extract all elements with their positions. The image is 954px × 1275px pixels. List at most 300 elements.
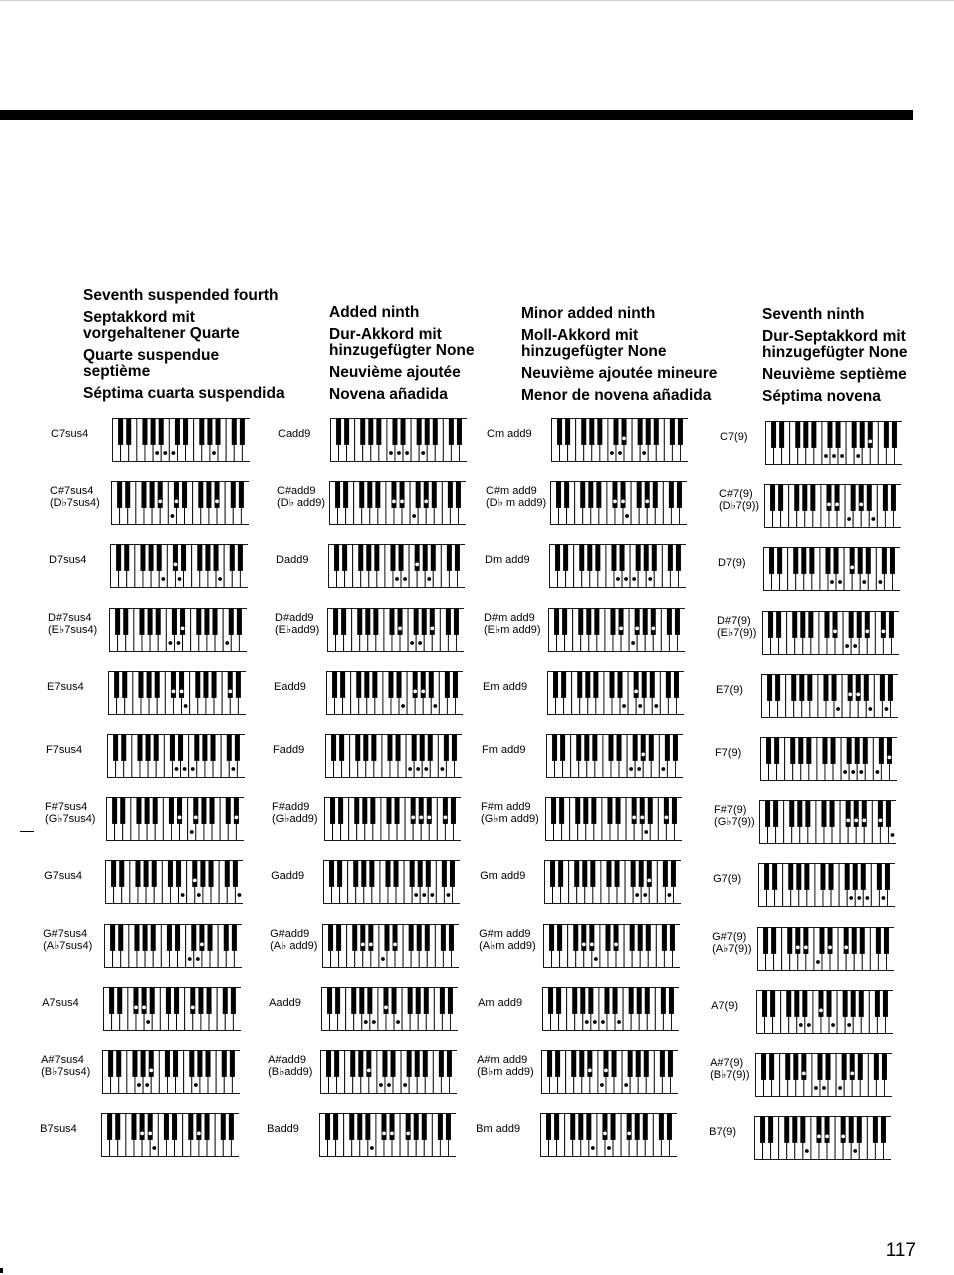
chord-name: D7sus4 bbox=[49, 554, 87, 567]
black-key bbox=[771, 927, 776, 953]
keyboard-diagram bbox=[757, 927, 894, 971]
black-key bbox=[851, 990, 856, 1016]
note-dot-white bbox=[635, 893, 639, 897]
black-key bbox=[148, 608, 153, 634]
black-key bbox=[582, 861, 587, 887]
black-key bbox=[553, 671, 558, 697]
black-key bbox=[833, 611, 838, 637]
note-dot-white bbox=[624, 577, 628, 581]
note-dot-white bbox=[181, 893, 185, 897]
note-dot-black bbox=[178, 816, 182, 820]
chord-keyboard bbox=[109, 608, 247, 652]
black-key bbox=[584, 735, 589, 761]
note-dot-black bbox=[865, 629, 869, 633]
black-key bbox=[802, 990, 807, 1016]
black-key bbox=[339, 735, 344, 761]
note-dot-black bbox=[825, 1135, 829, 1139]
header-bar bbox=[0, 110, 913, 120]
black-key bbox=[456, 482, 461, 508]
note-dot-white bbox=[868, 707, 872, 711]
black-key bbox=[326, 1051, 331, 1077]
black-key bbox=[817, 1117, 822, 1143]
black-key bbox=[857, 611, 862, 637]
black-key bbox=[863, 738, 868, 764]
column-header-7-9 bbox=[762, 307, 922, 411]
black-key bbox=[238, 545, 243, 571]
note-dot-white bbox=[643, 893, 647, 897]
keyboard-diagram bbox=[320, 1050, 457, 1094]
black-key bbox=[142, 419, 147, 445]
black-key bbox=[787, 927, 792, 953]
note-dot-black bbox=[582, 942, 586, 946]
chord-keyboard bbox=[764, 484, 901, 528]
note-dot-white bbox=[212, 451, 216, 455]
chord-keyboard bbox=[327, 608, 464, 652]
black-key bbox=[136, 861, 141, 887]
note-dot-white bbox=[178, 577, 182, 581]
chord-keyboard bbox=[765, 421, 902, 465]
black-key bbox=[443, 798, 448, 824]
chord-label bbox=[275, 612, 319, 636]
black-key bbox=[576, 735, 581, 761]
note-dot-white bbox=[396, 1020, 400, 1024]
note-dot-white bbox=[840, 454, 844, 458]
chord-label bbox=[482, 744, 525, 756]
note-dot-white bbox=[427, 577, 431, 581]
black-key bbox=[621, 482, 626, 508]
chord-label bbox=[481, 801, 539, 825]
note-dot-white bbox=[225, 641, 229, 645]
black-key bbox=[677, 482, 682, 508]
keyboard-diagram bbox=[756, 990, 893, 1034]
black-key bbox=[230, 545, 235, 571]
note-dot-white bbox=[618, 451, 622, 455]
note-dot-white bbox=[184, 704, 188, 708]
chord-keyboard bbox=[759, 800, 896, 844]
note-dot-white bbox=[629, 767, 633, 771]
black-key bbox=[329, 861, 334, 887]
keyboard-diagram bbox=[106, 797, 244, 841]
black-key bbox=[340, 671, 345, 697]
black-key bbox=[581, 419, 586, 445]
black-key bbox=[374, 545, 379, 571]
black-key bbox=[419, 798, 424, 824]
chord-name: Em add9 bbox=[483, 680, 528, 693]
keyboard-diagram bbox=[550, 481, 687, 525]
note-dot-white bbox=[414, 893, 418, 897]
black-key bbox=[548, 987, 553, 1013]
black-key bbox=[887, 738, 892, 764]
keyboard-diagram bbox=[328, 544, 465, 588]
black-key bbox=[413, 671, 418, 697]
black-key bbox=[193, 798, 198, 824]
black-key bbox=[853, 864, 858, 890]
black-key bbox=[197, 1051, 202, 1077]
black-key bbox=[642, 671, 647, 697]
black-key bbox=[791, 674, 796, 700]
black-key bbox=[454, 608, 459, 634]
black-key bbox=[779, 422, 784, 448]
black-key bbox=[134, 987, 139, 1013]
header-german: Dur-Akkord mit hinzugefügter None bbox=[329, 326, 475, 359]
note-dot-black bbox=[590, 942, 594, 946]
note-dot-white bbox=[447, 893, 451, 897]
black-key bbox=[207, 987, 212, 1013]
chord-label bbox=[41, 1054, 90, 1078]
note-dot-black bbox=[235, 816, 239, 820]
black-key bbox=[441, 924, 446, 950]
black-key bbox=[194, 735, 199, 761]
black-key bbox=[334, 545, 339, 571]
black-key bbox=[344, 419, 349, 445]
black-key bbox=[789, 801, 794, 827]
note-dot-white bbox=[832, 454, 836, 458]
chord-keyboard bbox=[320, 1050, 457, 1094]
note-dot-white bbox=[637, 767, 641, 771]
black-key bbox=[138, 671, 143, 697]
chord-label bbox=[718, 557, 746, 569]
note-dot-white bbox=[418, 641, 422, 645]
black-key bbox=[858, 1054, 863, 1080]
chord-keyboard bbox=[326, 671, 463, 715]
black-key bbox=[230, 1051, 235, 1077]
black-key bbox=[386, 861, 391, 887]
chord-alt-name: (A♭7sus4) bbox=[43, 939, 93, 952]
black-key bbox=[661, 987, 666, 1013]
black-key bbox=[333, 1114, 338, 1140]
chord-alt-name: (D♭7sus4) bbox=[50, 497, 100, 510]
note-dot-white bbox=[175, 767, 179, 771]
black-key bbox=[358, 1051, 363, 1077]
black-key bbox=[884, 422, 889, 448]
black-key bbox=[232, 924, 237, 950]
black-key bbox=[564, 482, 569, 508]
black-key bbox=[120, 798, 125, 824]
chord-keyboard bbox=[101, 1113, 239, 1157]
note-dot-white bbox=[617, 1020, 621, 1024]
black-key bbox=[149, 1051, 154, 1077]
chord-label bbox=[271, 870, 304, 882]
note-dot-black bbox=[619, 626, 623, 630]
black-key bbox=[119, 861, 124, 887]
chord-label bbox=[483, 681, 527, 693]
header-german: Septakkord mit vorgehaltener Quarte bbox=[83, 309, 240, 342]
black-key bbox=[776, 611, 781, 637]
keyboard-diagram bbox=[110, 544, 248, 588]
keyboard-diagram bbox=[321, 987, 458, 1031]
black-key bbox=[832, 674, 837, 700]
black-key bbox=[654, 419, 659, 445]
black-key bbox=[410, 861, 415, 887]
note-dot-white bbox=[638, 704, 642, 708]
chord-name: Cadd9 bbox=[278, 428, 311, 440]
note-dot-white bbox=[624, 1083, 628, 1087]
keyboard-diagram bbox=[329, 481, 466, 525]
black-key bbox=[239, 482, 244, 508]
note-dot-black bbox=[862, 819, 866, 823]
black-key bbox=[622, 419, 627, 445]
black-key bbox=[366, 1051, 371, 1077]
black-key bbox=[558, 861, 563, 887]
note-dot-black bbox=[632, 816, 636, 820]
black-key bbox=[376, 419, 381, 445]
header-french: Quarte suspendue septième bbox=[83, 347, 220, 380]
black-key bbox=[423, 545, 428, 571]
black-key bbox=[360, 419, 365, 445]
note-dot-white bbox=[816, 960, 820, 964]
note-dot-white bbox=[422, 893, 426, 897]
note-dot-white bbox=[197, 893, 201, 897]
note-dot-black bbox=[398, 626, 402, 630]
note-dot-white bbox=[616, 577, 620, 581]
black-key bbox=[224, 924, 229, 950]
black-key bbox=[612, 1051, 617, 1077]
note-dot-white bbox=[372, 1020, 376, 1024]
black-key bbox=[125, 482, 130, 508]
black-key bbox=[136, 798, 141, 824]
black-key bbox=[860, 927, 865, 953]
black-key bbox=[232, 419, 237, 445]
black-key bbox=[149, 545, 154, 571]
note-dot-black bbox=[665, 816, 669, 820]
note-dot-black bbox=[850, 566, 854, 570]
chord-keyboard bbox=[322, 924, 459, 968]
note-dot-black bbox=[841, 1135, 845, 1139]
black-key bbox=[358, 545, 363, 571]
black-key bbox=[824, 674, 829, 700]
keyboard-diagram bbox=[327, 608, 464, 652]
note-dot-white bbox=[847, 1023, 851, 1027]
black-key bbox=[665, 735, 670, 761]
black-key bbox=[552, 735, 557, 761]
black-key bbox=[178, 735, 183, 761]
chord-label bbox=[49, 554, 86, 566]
chord-alt-name: (D♭ add9) bbox=[277, 497, 325, 510]
black-key bbox=[862, 801, 867, 827]
chord-keyboard bbox=[550, 481, 687, 525]
keyboard-diagram bbox=[548, 608, 685, 652]
black-key bbox=[148, 1114, 153, 1140]
black-key bbox=[327, 987, 332, 1013]
black-key bbox=[846, 801, 851, 827]
black-key bbox=[420, 735, 425, 761]
black-key bbox=[391, 1051, 396, 1077]
black-key bbox=[821, 864, 826, 890]
keyboard-diagram bbox=[319, 1113, 456, 1157]
header-german: Dur-Septakkord mit hinzugefügter None bbox=[762, 328, 908, 361]
black-key bbox=[363, 735, 368, 761]
black-key bbox=[118, 419, 123, 445]
chord-alt-name: (G♭7sus4) bbox=[45, 813, 96, 826]
black-key bbox=[873, 1117, 878, 1143]
black-key bbox=[820, 927, 825, 953]
chord-keyboard bbox=[110, 544, 248, 588]
black-key bbox=[877, 864, 882, 890]
black-key bbox=[611, 1114, 616, 1140]
black-key bbox=[110, 924, 115, 950]
chord-keyboard bbox=[330, 418, 467, 462]
black-key bbox=[208, 924, 213, 950]
black-key bbox=[860, 422, 865, 448]
black-key bbox=[387, 798, 392, 824]
note-dot-black bbox=[859, 503, 863, 507]
note-dot-white bbox=[405, 451, 409, 455]
note-dot-black bbox=[635, 626, 639, 630]
note-dot-black bbox=[634, 689, 638, 693]
note-dot-white bbox=[654, 704, 658, 708]
chord-name: B7(9) bbox=[709, 1126, 737, 1139]
black-key bbox=[342, 545, 347, 571]
chord-keyboard bbox=[548, 608, 685, 652]
black-key bbox=[768, 611, 773, 637]
black-key bbox=[424, 987, 429, 1013]
chord-label bbox=[47, 681, 84, 693]
black-key bbox=[785, 1054, 790, 1080]
black-key bbox=[827, 422, 832, 448]
black-key bbox=[135, 924, 140, 950]
black-key bbox=[858, 548, 863, 574]
black-key bbox=[140, 545, 145, 571]
chord-label bbox=[714, 804, 755, 828]
chord-label bbox=[276, 554, 308, 566]
black-key bbox=[890, 548, 895, 574]
note-dot-black bbox=[444, 816, 448, 820]
keyboard-diagram bbox=[102, 1050, 240, 1094]
black-key bbox=[156, 608, 161, 634]
keyboard-diagram bbox=[765, 421, 902, 465]
black-key bbox=[202, 735, 207, 761]
header-french: Neuvième septième bbox=[762, 366, 907, 383]
black-key bbox=[761, 1054, 766, 1080]
black-key bbox=[146, 735, 151, 761]
chord-keyboard bbox=[103, 987, 241, 1031]
chord-name: D#7sus4 bbox=[48, 611, 92, 624]
black-key bbox=[825, 548, 830, 574]
note-dot-white bbox=[822, 1086, 826, 1090]
chord-alt-name: (B♭7(9)) bbox=[710, 1069, 750, 1081]
black-key bbox=[428, 735, 433, 761]
chord-name: F#m add9 bbox=[481, 801, 531, 814]
note-dot-black bbox=[361, 942, 365, 946]
black-key bbox=[331, 735, 336, 761]
keyboard-diagram bbox=[111, 481, 249, 525]
black-key bbox=[231, 482, 236, 508]
chord-name: Cm add9 bbox=[487, 428, 532, 440]
black-key bbox=[580, 482, 585, 508]
chord-label bbox=[270, 928, 317, 952]
black-key bbox=[589, 924, 594, 950]
note-dot-white bbox=[137, 1083, 141, 1087]
note-dot-white bbox=[231, 767, 235, 771]
black-key bbox=[610, 608, 615, 634]
note-dot-black bbox=[228, 689, 232, 693]
black-key bbox=[225, 861, 230, 887]
black-key bbox=[801, 1054, 806, 1080]
black-key bbox=[212, 671, 217, 697]
chord-name: G7sus4 bbox=[44, 870, 82, 883]
keyboard-diagram bbox=[764, 484, 901, 528]
black-key bbox=[800, 1117, 805, 1143]
black-key bbox=[777, 548, 782, 574]
black-key bbox=[822, 801, 827, 827]
black-key bbox=[440, 987, 445, 1013]
keyboard-diagram bbox=[323, 860, 460, 904]
black-key bbox=[365, 1114, 370, 1140]
black-key bbox=[831, 738, 836, 764]
black-key bbox=[367, 482, 372, 508]
black-key bbox=[795, 927, 800, 953]
black-key bbox=[195, 671, 200, 697]
note-dot-black bbox=[613, 500, 617, 504]
keyboard-diagram bbox=[322, 924, 459, 968]
chord-name: Am add9 bbox=[478, 996, 523, 1009]
black-key bbox=[197, 545, 202, 571]
black-key bbox=[784, 1117, 789, 1143]
note-dot-black bbox=[215, 500, 219, 504]
black-key bbox=[398, 608, 403, 634]
black-key bbox=[371, 735, 376, 761]
black-key bbox=[334, 1051, 339, 1077]
black-key bbox=[830, 801, 835, 827]
black-key bbox=[808, 611, 813, 637]
chord-alt-name: (B♭7sus4) bbox=[41, 1066, 91, 1078]
note-dot-white bbox=[836, 707, 840, 711]
chord-keyboard bbox=[755, 1053, 892, 1097]
chord-keyboard bbox=[328, 544, 465, 588]
chord-alt-name: (D♭7(9)) bbox=[719, 500, 760, 513]
chord-label bbox=[40, 1123, 77, 1135]
note-dot-black bbox=[134, 1005, 138, 1009]
black-key bbox=[139, 608, 144, 634]
black-key bbox=[803, 422, 808, 448]
black-key bbox=[778, 485, 783, 511]
black-key bbox=[182, 482, 187, 508]
black-key bbox=[608, 798, 613, 824]
chord-label bbox=[480, 870, 525, 882]
black-key bbox=[328, 924, 333, 950]
black-key bbox=[607, 861, 612, 887]
black-key bbox=[446, 608, 451, 634]
black-key bbox=[810, 485, 815, 511]
black-key bbox=[408, 987, 413, 1013]
chord-label bbox=[713, 873, 741, 885]
note-dot-white bbox=[190, 830, 194, 834]
black-key bbox=[770, 990, 775, 1016]
chord-keyboard bbox=[329, 481, 466, 525]
black-key bbox=[190, 987, 195, 1013]
chord-name: A7(9) bbox=[711, 999, 738, 1012]
keyboard-diagram bbox=[330, 418, 467, 462]
chord-label bbox=[717, 615, 756, 639]
black-key bbox=[618, 671, 623, 697]
black-key bbox=[116, 1051, 121, 1077]
note-dot-black bbox=[419, 816, 423, 820]
black-key bbox=[578, 608, 583, 634]
black-key bbox=[449, 924, 454, 950]
chord-name: C7sus4 bbox=[51, 428, 89, 440]
chord-label bbox=[487, 428, 532, 440]
note-dot-white bbox=[600, 1083, 604, 1087]
black-key bbox=[203, 671, 208, 697]
black-key bbox=[137, 735, 142, 761]
black-key bbox=[635, 1114, 640, 1140]
black-key bbox=[766, 738, 771, 764]
black-key bbox=[606, 924, 611, 950]
black-key bbox=[664, 798, 669, 824]
note-dot-white bbox=[862, 580, 866, 584]
black-key bbox=[615, 861, 620, 887]
black-key bbox=[335, 987, 340, 1013]
